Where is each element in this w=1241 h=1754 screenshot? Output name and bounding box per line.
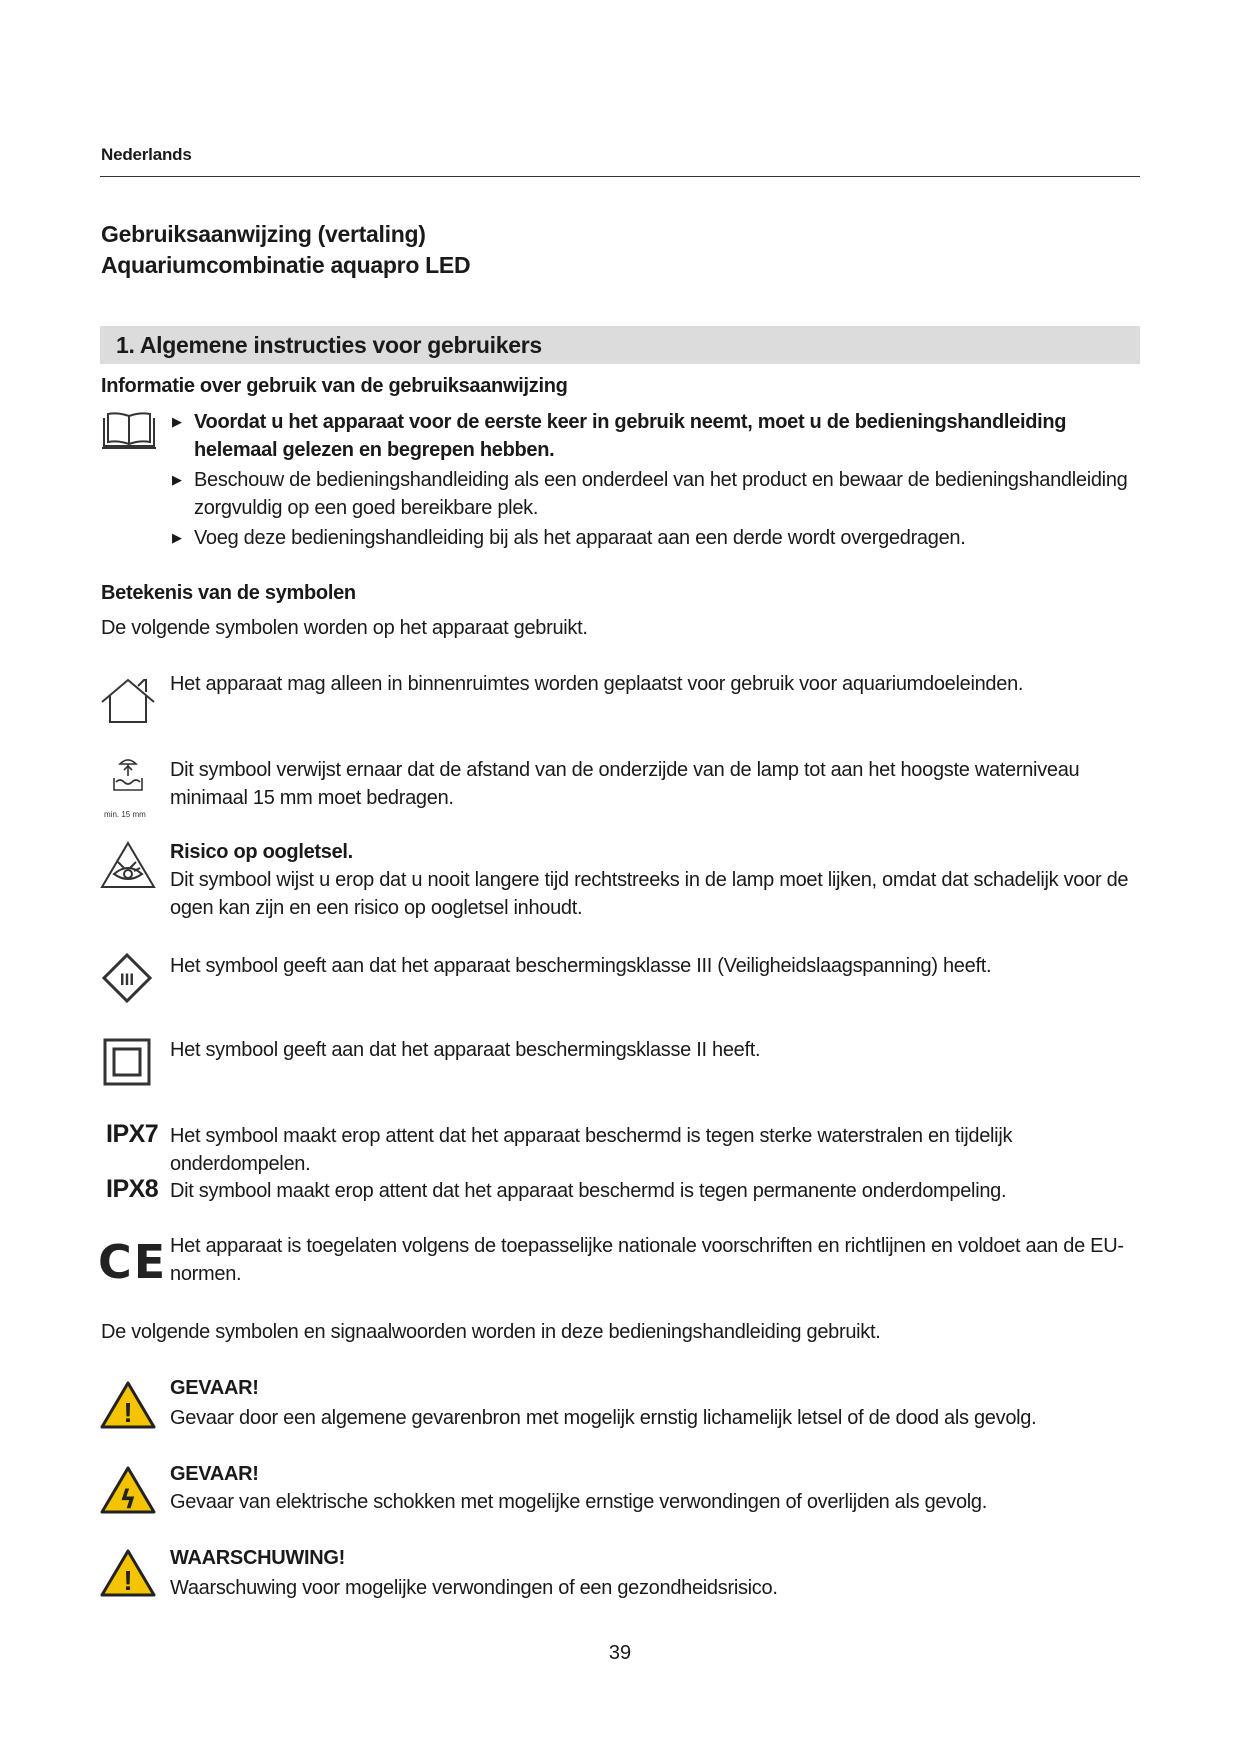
symbol-text-class-2: Het symbool geeft aan dat het apparaat beschermingsklasse II heeft. (170, 1039, 761, 1061)
symbol-text-lamp-distance: Dit symbool verwijst ernaar dat de afstand van de onderzijde van de lamp tot aan het hoogste waterniveau minimaal 15 mm moet bedragen. (170, 759, 1080, 809)
symbol-text-ipx7: Het symbool maakt erop attent dat het apparaat beschermd is tegen sterke waterstralen en tijdelijk onderdompelen. (170, 1125, 1013, 1175)
usage-bullet-1 (172, 408, 1142, 464)
protection-class-3-glyph: III (119, 970, 135, 989)
section-title: 1. Algemene instructies voor gebruikers (116, 332, 542, 358)
symbol-text-class-3: Het symbool geeft aan dat het apparaat beschermingsklasse III (Veiligheidslaagspanning) heeft. (170, 955, 992, 977)
usage-bullet-text: Voordat u het apparaat voor de eerste keer in gebruik neemt, moet u de bedieningshandleiding helemaal gelezen en begrepen hebben. (194, 411, 1067, 461)
house-icon (100, 676, 156, 726)
signal-text-warning: Waarschuwing voor mogelijke verwondingen of een gezondheidsrisico. (170, 1577, 778, 1599)
bullet-marker: ▶ (172, 472, 182, 487)
document-title: Gebruiksaanwijzing (vertaling) (101, 221, 426, 247)
symbol-text-ipx8: Dit symbool maakt erop attent dat het apparaat beschermd is tegen permanente onderdompeling. (170, 1180, 1007, 1202)
language-label: Nederlands (101, 145, 192, 164)
lamp-distance-icon (110, 756, 146, 806)
symbols-heading: Betekenis van de symbolen (101, 582, 356, 604)
lamp-distance-caption: min. 15 mm (104, 810, 146, 819)
symbol-text-house: Het apparaat mag alleen in binnenruimtes worden geplaatst voor gebruik voor aquariumdoeleinden. (170, 673, 1024, 695)
warning-glyph: ! (123, 1565, 133, 1596)
symbol-text-eye-hazard: Dit symbool wijst u erop dat u nooit langere tijd rechtstreeks in de lamp moet lijken, omdat dat schadelijk voor de ogen kan zijn en een risico op oogletsel inhoudt. (170, 869, 1129, 919)
ce-mark-icon (98, 1235, 168, 1289)
signal-title-danger: GEVAAR! (170, 1377, 259, 1399)
header-divider (100, 176, 1140, 177)
ce-mark-glyph: CE (98, 1235, 168, 1289)
electric-hazard-icon (100, 1465, 156, 1515)
signal-title-electric: GEVAAR! (170, 1463, 259, 1485)
usage-bullet-3 (172, 524, 1142, 552)
page-number: 39 (608, 1642, 632, 1664)
usage-bullet-text: Voeg deze bedieningshandleiding bij als het apparaat aan een derde wordt overgedragen. (194, 527, 966, 549)
electric-glyph: ϟ (119, 1485, 137, 1515)
bullet-marker: ▶ (172, 414, 182, 429)
protection-class-3-icon (102, 953, 152, 1003)
warning-glyph: ! (123, 1397, 133, 1428)
signal-title-warning: WAARSCHUWING! (170, 1547, 345, 1569)
warning-triangle-icon (100, 1380, 156, 1430)
protection-class-2-icon (103, 1038, 151, 1086)
product-title: Aquariumcombinatie aquapro LED (101, 252, 471, 278)
symbols-intro: De volgende symbolen worden op het apparaat gebruikt. (101, 617, 588, 639)
ipx7-label: IPX7 (106, 1120, 159, 1148)
symbol-title-eye-hazard: Risico op oogletsel. (170, 841, 353, 863)
eye-hazard-icon (100, 840, 156, 890)
warning-triangle-icon (100, 1548, 156, 1598)
book-icon (100, 410, 158, 452)
ipx8-label: IPX8 (106, 1175, 159, 1203)
usage-bullet-2 (172, 466, 1142, 522)
signal-text-danger: Gevaar door een algemene gevarenbron met mogelijk ernstig lichamelijk letsel of de dood als gevolg. (170, 1407, 1037, 1429)
usage-bullet-text: Beschouw de bedieningshandleiding als een onderdeel van het product en bewaar de bedieningshandleiding zorgvuldig op een goed bereikbare plek. (194, 469, 1128, 519)
signal-text-electric: Gevaar van elektrische schokken met mogelijke ernstige verwondingen of overlijden als gevolg. (170, 1491, 987, 1513)
signal-words-intro: De volgende symbolen en signaalwoorden worden in deze bedieningshandleiding gebruikt. (101, 1321, 881, 1343)
symbol-text-ce: Het apparaat is toegelaten volgens de toepasselijke nationale voorschriften en richtlijnen en voldoet aan de EU-normen. (170, 1235, 1124, 1285)
usage-info-heading: Informatie over gebruik van de gebruiksaanwijzing (101, 375, 568, 397)
bullet-marker: ▶ (172, 530, 182, 545)
